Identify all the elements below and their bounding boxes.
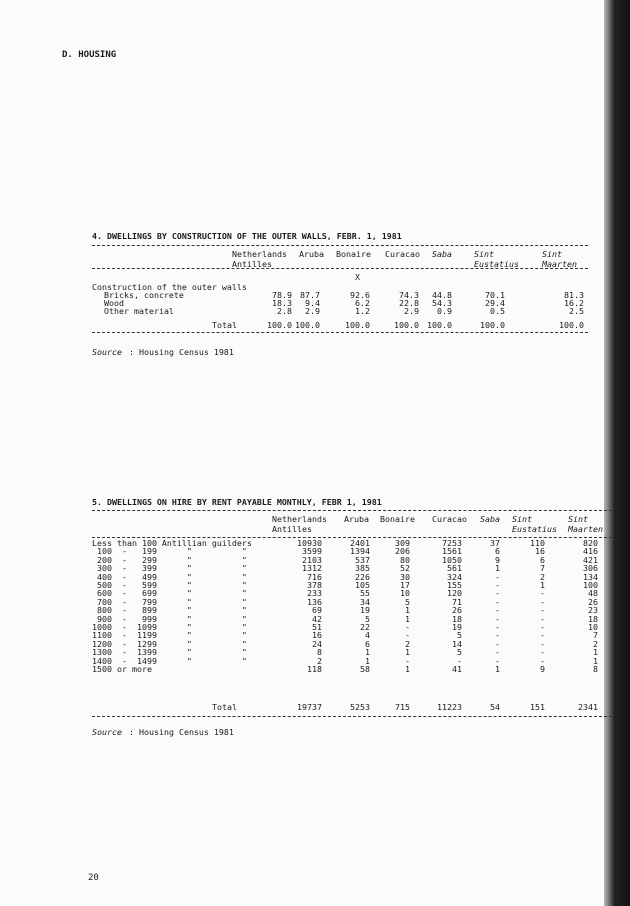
cell-value: 110 — [530, 538, 545, 548]
cell-value: 23 — [588, 605, 598, 616]
cell-value: 1 — [405, 664, 410, 674]
cell-value: 0.9 — [437, 306, 452, 316]
cell-value: 100 — [583, 580, 598, 590]
cell-value: - — [540, 647, 545, 658]
column-header: Saba — [432, 249, 452, 259]
source-text: : Housing Census 1981 — [129, 727, 234, 737]
cell-value: 19 — [452, 622, 462, 632]
cell-value: 136 — [307, 596, 322, 607]
cell-value: 52 — [400, 563, 410, 574]
row-label: 1000 - 1099 " " — [92, 622, 247, 632]
column-header: Bonaire — [380, 514, 415, 524]
cell-value: 1 — [495, 563, 500, 574]
cell-value: - — [540, 622, 545, 632]
cell-value: 6 — [495, 546, 500, 557]
cell-value: 134 — [583, 571, 598, 582]
cell-value: 1 — [365, 655, 370, 666]
cell-value: 421 — [583, 554, 598, 565]
cell-value: 78.9 — [272, 290, 292, 300]
cell-value: 4 — [365, 630, 370, 641]
cell-value: 80 — [400, 554, 410, 565]
cell-value: - — [405, 630, 410, 641]
cell-value: 22.8 — [399, 298, 419, 308]
column-header: Bonaire — [336, 249, 371, 259]
cell-value: - — [495, 613, 500, 624]
cell-value: 34 — [360, 596, 370, 607]
cell-value: 44.8 — [432, 290, 452, 300]
cell-value: 26 — [452, 605, 462, 616]
cell-value: 51 — [312, 622, 322, 632]
page-number: 20 — [88, 873, 99, 883]
cell-value: 2 — [405, 638, 410, 649]
column-header: Sint Maarten — [542, 249, 577, 269]
cell-value: - — [495, 596, 500, 607]
cell-value: 14 — [452, 638, 462, 649]
column-header: Netherlands Antilles — [272, 514, 327, 534]
cell-value: 30 — [400, 571, 410, 582]
cell-value: 18.3 — [272, 298, 292, 308]
cell-value: 5 — [405, 596, 410, 607]
cell-value: 29.4 — [485, 298, 505, 308]
cell-value: 71 — [452, 596, 462, 607]
cell-value: 1394 — [350, 546, 370, 557]
cell-value: 1 — [540, 580, 545, 590]
row-label: 400 - 499 " " — [92, 571, 247, 582]
cell-value: 2 — [317, 655, 322, 666]
cell-value: - — [495, 588, 500, 599]
cell-value: 416 — [583, 546, 598, 557]
cell-value: 9.4 — [305, 298, 320, 308]
cell-value: 105 — [355, 580, 370, 590]
cell-value: 233 — [307, 588, 322, 599]
cell-value: 42 — [312, 613, 322, 624]
cell-value: - — [540, 613, 545, 624]
cell-value: 7 — [540, 563, 545, 574]
cell-value: 55 — [360, 588, 370, 599]
cell-value: 6 — [540, 554, 545, 565]
cell-value: - — [540, 630, 545, 641]
cell-value: - — [405, 655, 410, 666]
row-label: 200 - 299 " " — [92, 554, 247, 565]
cell-value: 3599 — [302, 546, 322, 557]
cell-value: 5 — [457, 630, 462, 641]
source-label: Source — [92, 727, 122, 737]
total-value: 2341 — [578, 702, 598, 712]
cell-value: - — [540, 588, 545, 599]
column-header: Aruba — [299, 249, 324, 259]
total-value: 100.0 — [480, 320, 505, 330]
cell-value: 16.2 — [564, 298, 584, 308]
row-label: 1500 or more — [92, 664, 152, 674]
cell-value: 5 — [365, 613, 370, 624]
cell-value: 1050 — [442, 554, 462, 565]
cell-value: 81.3 — [564, 290, 584, 300]
cell-value: 8 — [317, 647, 322, 658]
cell-value: 19 — [360, 605, 370, 616]
total-value: 100.0 — [345, 320, 370, 330]
row-label: 1100 - 1199 " " — [92, 630, 247, 641]
cell-value: 561 — [447, 563, 462, 574]
table-title: 5. DWELLINGS ON HIRE BY RENT PAYABLE MONTHLY, FEBR 1, 1981 — [92, 497, 382, 507]
cell-value: 2.9 — [305, 306, 320, 316]
cell-value: 22 — [360, 622, 370, 632]
cell-value: 10 — [588, 622, 598, 632]
cell-value: 26 — [588, 596, 598, 607]
cell-value: 118 — [307, 664, 322, 674]
cell-value: 16 — [535, 546, 545, 557]
cell-value: 74.3 — [399, 290, 419, 300]
column-header: Saba — [480, 514, 500, 524]
cell-value: 18 — [452, 613, 462, 624]
cell-value: 324 — [447, 571, 462, 582]
cell-value: - — [495, 655, 500, 666]
unit-marker: X — [355, 272, 360, 282]
row-label: 800 - 899 " " — [92, 605, 247, 616]
cell-value: - — [495, 630, 500, 641]
cell-value: 1 — [405, 605, 410, 616]
column-header: Aruba — [344, 514, 369, 524]
cell-value: 6 — [365, 638, 370, 649]
row-label: 1300 - 1399 " " — [92, 647, 247, 658]
total-label: Total — [212, 320, 237, 330]
row-label: 600 - 699 " " — [92, 588, 247, 599]
cell-value: - — [457, 655, 462, 666]
rule-line — [92, 716, 612, 717]
row-label: Wood — [104, 298, 124, 308]
cell-value: - — [495, 622, 500, 632]
rule-line — [92, 510, 612, 511]
row-label: 300 - 399 " " — [92, 563, 247, 574]
cell-value: 58 — [360, 664, 370, 674]
total-value: 5253 — [350, 702, 370, 712]
cell-value: 10930 — [297, 538, 322, 548]
cell-value: 385 — [355, 563, 370, 574]
cell-value: 54.3 — [432, 298, 452, 308]
cell-value: 2 — [593, 638, 598, 649]
cell-value: 306 — [583, 563, 598, 574]
column-header: Sint Eustatius — [474, 249, 519, 269]
cell-value: - — [495, 605, 500, 616]
cell-value: 6.2 — [355, 298, 370, 308]
cell-value: 716 — [307, 571, 322, 582]
total-value: 100.0 — [427, 320, 452, 330]
column-header: Curacao — [385, 249, 420, 259]
total-value: 19737 — [297, 702, 322, 712]
cell-value: 24 — [312, 638, 322, 649]
cell-value: 69 — [312, 605, 322, 616]
cell-value: 9 — [495, 554, 500, 565]
total-value: 715 — [395, 702, 410, 712]
cell-value: 537 — [355, 554, 370, 565]
cell-value: 92.6 — [350, 290, 370, 300]
total-value: 100.0 — [295, 320, 320, 330]
row-label: 500 - 599 " " — [92, 580, 247, 590]
cell-value: 1.2 — [355, 306, 370, 316]
cell-value: 1 — [495, 664, 500, 674]
table-title: 4. DWELLINGS BY CONSTRUCTION OF THE OUTER WALLS, FEBR. 1, 1981 — [92, 231, 402, 241]
cell-value: 17 — [400, 580, 410, 590]
cell-value: 70.1 — [485, 290, 505, 300]
cell-value: 7 — [593, 630, 598, 641]
cell-value: 2.5 — [569, 306, 584, 316]
cell-value: 309 — [395, 538, 410, 548]
cell-value: 48 — [588, 588, 598, 599]
cell-value: - — [540, 605, 545, 616]
cell-value: 1 — [593, 655, 598, 666]
cell-value: 1312 — [302, 563, 322, 574]
cell-value: 206 — [395, 546, 410, 557]
cell-value: 8 — [593, 664, 598, 674]
cell-value: - — [495, 638, 500, 649]
row-label: 700 - 799 " " — [92, 596, 247, 607]
cell-value: - — [540, 655, 545, 666]
total-value: 151 — [530, 702, 545, 712]
source-label: Source — [92, 347, 122, 357]
row-label: Less than 100 Antillian guilders — [92, 538, 252, 548]
cell-value: 2103 — [302, 554, 322, 565]
cell-value: 155 — [447, 580, 462, 590]
row-label: 1200 - 1299 " " — [92, 638, 247, 649]
column-header: Netherlands Antilles — [232, 249, 287, 269]
cell-value: - — [495, 580, 500, 590]
column-header: Sint Maarten — [568, 514, 603, 534]
row-label: 100 - 199 " " — [92, 546, 247, 557]
column-header: Curacao — [432, 514, 467, 524]
cell-value: 0.5 — [490, 306, 505, 316]
total-value: 100.0 — [559, 320, 584, 330]
cell-value: 5 — [457, 647, 462, 658]
cell-value: 10 — [400, 588, 410, 599]
cell-value: 2.8 — [277, 306, 292, 316]
cell-value: 87.7 — [300, 290, 320, 300]
cell-value: 9 — [540, 664, 545, 674]
cell-value: 1 — [405, 613, 410, 624]
total-value: 54 — [490, 702, 500, 712]
cell-value: - — [495, 571, 500, 582]
cell-value: 1 — [405, 647, 410, 658]
group-label: Construction of the outer walls — [92, 282, 247, 292]
cell-value: 1 — [593, 647, 598, 658]
row-label: 1400 - 1499 " " — [92, 655, 247, 666]
cell-value: 2 — [540, 571, 545, 582]
cell-value: 41 — [452, 664, 462, 674]
row-label: Bricks, concrete — [104, 290, 184, 300]
total-label: Total — [212, 702, 237, 712]
section-heading: D. HOUSING — [62, 50, 117, 60]
cell-value: - — [405, 622, 410, 632]
cell-value: 820 — [583, 538, 598, 548]
cell-value: 120 — [447, 588, 462, 599]
cell-value: 18 — [588, 613, 598, 624]
cell-value: 37 — [490, 538, 500, 548]
total-value: 100.0 — [394, 320, 419, 330]
cell-value: - — [540, 638, 545, 649]
row-label: Other material — [104, 306, 174, 316]
cell-value: 16 — [312, 630, 322, 641]
source-text: : Housing Census 1981 — [129, 347, 234, 357]
row-label: 900 - 999 " " — [92, 613, 247, 624]
cell-value: 2401 — [350, 538, 370, 548]
cell-value: - — [540, 596, 545, 607]
cell-value: 378 — [307, 580, 322, 590]
total-value: 100.0 — [267, 320, 292, 330]
cell-value: 7253 — [442, 538, 462, 548]
total-value: 11223 — [437, 702, 462, 712]
column-header: Sint Eustatius — [512, 514, 557, 534]
cell-value: 2.9 — [404, 306, 419, 316]
cell-value: 1561 — [442, 546, 462, 557]
cell-value: 226 — [355, 571, 370, 582]
cell-value: 1 — [365, 647, 370, 658]
cell-value: - — [495, 647, 500, 658]
